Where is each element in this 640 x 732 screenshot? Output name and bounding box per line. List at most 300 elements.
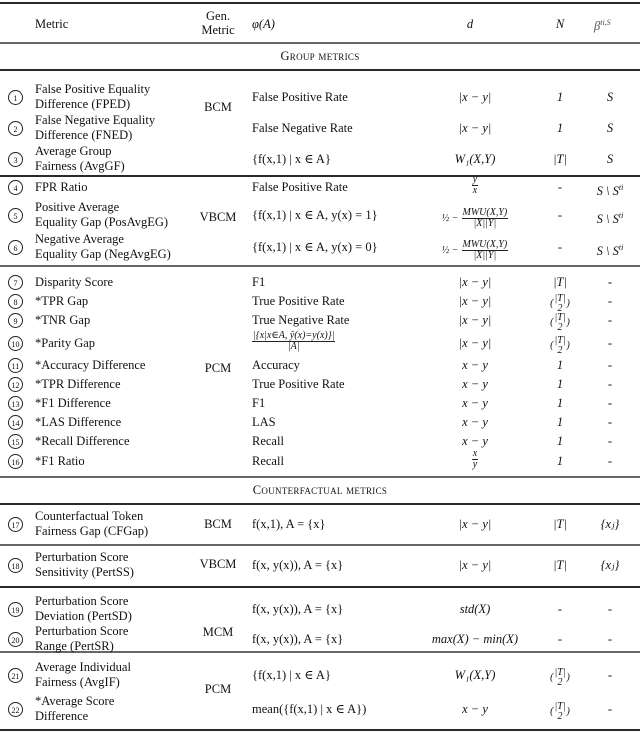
n-cell (540, 152, 580, 167)
metric-name-line1: Perturbation Score (35, 550, 129, 564)
phi-value: Recall (252, 454, 284, 468)
fraction (472, 449, 478, 470)
phi-value: {f(x,1) | x ∈ A} (252, 152, 331, 166)
header-d: d (466, 17, 474, 31)
row-number-badge: 18 (8, 558, 23, 573)
beta-cell (585, 668, 635, 683)
n-cell (540, 415, 580, 430)
row-number-badge: 14 (8, 415, 23, 430)
table-row (0, 694, 640, 724)
metric-name-line2: Difference (FNED) (35, 128, 133, 142)
generalized-metric-label: MCM (202, 625, 234, 639)
distance-cell (420, 558, 530, 573)
beta-value: S (606, 90, 614, 104)
pcm-group-divider (0, 476, 640, 478)
distance-cell (420, 602, 530, 617)
metric-name-line1: *Parity Gap (35, 336, 96, 350)
metric-name-line1: *TNR Gap (35, 313, 91, 327)
metric-name-line1: *Average Score (35, 694, 115, 708)
binomial: ( |T| 2 ) (550, 293, 570, 314)
phi-cell (252, 240, 378, 255)
metric-name-line1: *LAS Difference (35, 415, 122, 429)
metric-name-line2: Equality Gap (NegAvgEG) (35, 247, 171, 261)
fraction-denominator: 2 (557, 345, 563, 356)
row-number-badge: 16 (8, 454, 23, 469)
table-row (0, 550, 640, 580)
metric-name-line1: *Recall Difference (35, 434, 130, 448)
beta-value: - (607, 602, 613, 616)
row-number-badge: 5 (8, 208, 23, 223)
phi-cell (252, 702, 366, 717)
metric-name-line2: Difference (FPED) (35, 97, 131, 111)
beta-cell (585, 275, 635, 290)
table-row (0, 293, 640, 314)
phi-value: True Negative Rate (252, 313, 350, 327)
metric-name-line2: Deviation (PertSD) (35, 609, 132, 623)
table-row (0, 434, 640, 449)
beta-cell (585, 152, 635, 167)
beta-value: - (607, 396, 613, 410)
distance-value: |x − y| (458, 121, 492, 135)
n-value: |T| (553, 152, 567, 166)
distance-value: W₁(X,Y) (454, 152, 496, 166)
fraction-numerator: |T| (554, 667, 566, 678)
n-cell (540, 517, 580, 532)
table-row (0, 448, 640, 470)
table-row (0, 377, 640, 392)
n-cell (540, 602, 580, 617)
metric-name-line1: *F1 Ratio (35, 454, 85, 468)
distance-cell (420, 632, 530, 647)
n-value: 1 (556, 377, 564, 391)
fraction (252, 331, 335, 352)
n-cell (540, 558, 580, 573)
row-number-badge: 13 (8, 396, 23, 411)
fraction-numerator: |T| (554, 293, 566, 304)
row-number-badge: 9 (8, 313, 23, 328)
n-cell (540, 121, 580, 136)
beta-value: - (607, 358, 613, 372)
bottom-rule (0, 729, 640, 731)
distance-cell (420, 275, 530, 290)
row-number-badge: 12 (8, 377, 23, 392)
phi-cell (252, 668, 331, 683)
phi-cell (252, 180, 348, 195)
distance-cell (420, 358, 530, 373)
phi-cell (252, 415, 276, 430)
fraction (553, 336, 566, 356)
n-cell (540, 358, 580, 373)
table-row (0, 113, 640, 143)
metric-name-line2: Equality Gap (PosAvgEG) (35, 215, 169, 229)
n-value: - (557, 602, 563, 616)
fraction (462, 208, 509, 229)
n-value: 1 (556, 90, 564, 104)
beta-superscript: ti (618, 183, 624, 192)
fraction-numerator: |{x|x∈A, ŷ(x)=y(x)}| (253, 330, 335, 341)
fraction (553, 702, 566, 722)
distance-cell (420, 396, 530, 411)
distance-cell (420, 90, 530, 105)
metric-name-line2: Fairness (AvgGF) (35, 159, 125, 173)
distance-cell (420, 313, 530, 328)
header-beta (594, 15, 611, 34)
fraction (553, 294, 566, 314)
phi-cell (252, 331, 335, 352)
distance-cell (420, 415, 530, 430)
phi-value: f(x, y(x)), A = {x} (252, 602, 344, 616)
metric-name-line1: False Positive Equality (35, 82, 151, 96)
beta-value: - (607, 415, 613, 429)
row-number-badge: 10 (8, 336, 23, 351)
phi-value: f(x, y(x)), A = {x} (252, 558, 344, 572)
header-phi: φ(A) (252, 17, 275, 31)
distance-cell (420, 668, 530, 683)
phi-value: True Positive Rate (252, 377, 345, 391)
phi-value: f(x, y(x)), A = {x} (252, 632, 344, 646)
beta-cell (585, 602, 635, 617)
cf-vbcm-divider (0, 586, 640, 588)
n-value: 1 (556, 415, 564, 429)
group-section-rule (0, 69, 640, 71)
distance-value: x − y (462, 702, 488, 716)
generalized-metric-label: PCM (204, 361, 232, 375)
n-cell (540, 180, 580, 195)
row-number-badge: 17 (8, 517, 23, 532)
beta-symbol: β (594, 19, 601, 34)
fraction-denominator: x (472, 185, 478, 196)
phi-value: True Positive Rate (252, 294, 345, 308)
fraction-numerator: y (472, 174, 478, 185)
metric-name-line2: Difference (35, 709, 89, 723)
n-value: 1 (556, 434, 564, 448)
beta-value: - (607, 275, 613, 289)
beta-value: - (607, 336, 613, 350)
n-cell (540, 294, 580, 314)
fraction-numerator: MWU(X,Y) (462, 239, 508, 250)
n-cell (540, 208, 580, 223)
beta-cell (585, 208, 635, 227)
binomial: ( |T| 2 ) (550, 312, 570, 333)
phi-value: False Positive Rate (252, 180, 348, 194)
n-cell (540, 668, 580, 688)
distance-cell (420, 377, 530, 392)
header-rule (0, 42, 640, 44)
distance-value: x − y (462, 434, 488, 448)
fraction-denominator: |A| (287, 341, 300, 352)
row-number-badge: 22 (8, 702, 23, 717)
phi-value: False Negative Rate (252, 121, 353, 135)
beta-cell (585, 396, 635, 411)
distance-value: |x − y| (458, 275, 492, 289)
distance-value: max(X) − min(X) (431, 632, 519, 646)
phi-cell (252, 602, 343, 617)
fraction-numerator: MWU(X,Y) (462, 207, 508, 218)
distance-cell (420, 240, 530, 261)
n-cell (540, 702, 580, 722)
beta-value: - (607, 294, 613, 308)
phi-cell (252, 121, 353, 136)
metric-name-line1: Average Group (35, 144, 112, 158)
metric-name-line1: Positive Average (35, 200, 120, 214)
fraction (472, 175, 478, 196)
beta-cell (585, 294, 635, 309)
row-number-badge: 4 (8, 180, 23, 195)
distance-value: x − y (462, 358, 488, 372)
fraction (553, 668, 566, 688)
phi-value: Accuracy (252, 358, 300, 372)
phi-value: LAS (252, 415, 276, 429)
beta-superscript: ti (618, 211, 624, 220)
phi-cell (252, 558, 343, 573)
n-value: - (557, 208, 563, 222)
phi-cell (252, 90, 348, 105)
phi-cell (252, 358, 300, 373)
beta-cell (585, 415, 635, 430)
distance-value: |x − y| (458, 558, 492, 572)
fraction-denominator: 2 (557, 677, 563, 688)
n-cell (540, 396, 580, 411)
table-row (0, 594, 640, 624)
metric-name-line1: Perturbation Score (35, 624, 129, 638)
metric-name-line1: Disparity Score (35, 275, 114, 289)
metric-name-line2: Fairness Gap (CFGap) (35, 524, 149, 538)
beta-value: {xⱼ} (600, 558, 620, 572)
n-cell (540, 90, 580, 105)
distance-value: |x − y| (458, 294, 492, 308)
row-number-badge: 6 (8, 240, 23, 255)
n-value: 1 (556, 121, 564, 135)
phi-cell (252, 517, 326, 532)
table-row (0, 358, 640, 373)
n-value: - (557, 240, 563, 254)
n-value: - (557, 180, 563, 194)
metric-name-line1: False Negative Equality (35, 113, 156, 127)
beta-cell (585, 180, 635, 199)
fraction-denominator: y (472, 459, 478, 470)
table-row (0, 275, 640, 290)
distance-cell (420, 702, 530, 717)
metric-name-line1: Average Individual (35, 660, 131, 674)
distance-value: std(X) (459, 602, 491, 616)
phi-value: mean({f(x,1) | x ∈ A}) (252, 702, 367, 716)
header-gen-metric-1: Gen. (206, 9, 230, 23)
cf-bcm-divider (0, 544, 640, 546)
generalized-metric-label: BCM (204, 100, 232, 114)
n-cell (540, 240, 580, 255)
beta-value: S \ S (596, 244, 619, 259)
beta-value: - (607, 632, 613, 646)
row-number-badge: 11 (8, 358, 23, 373)
beta-superscript: ti (618, 243, 624, 252)
distance-prefix: ½ − (441, 213, 459, 225)
phi-cell (252, 208, 378, 223)
n-value: - (557, 632, 563, 646)
distance-value: x − y (462, 377, 488, 391)
beta-value: - (607, 702, 613, 716)
beta-value: - (607, 454, 613, 468)
n-cell (540, 275, 580, 290)
distance-cell (420, 121, 530, 136)
n-cell (540, 632, 580, 647)
binomial: ( |T| 2 ) (550, 667, 570, 688)
table-row (0, 82, 640, 112)
table-row (0, 144, 640, 174)
beta-value: S (606, 152, 614, 166)
beta-value: S \ S (596, 212, 619, 227)
phi-value: f(x,1), A = {x} (252, 517, 326, 531)
generalized-metric-label: PCM (204, 682, 232, 696)
fraction (462, 240, 509, 261)
metric-name-line2: Range (PertSR) (35, 639, 114, 653)
metric-name-line1: FPR Ratio (35, 180, 88, 194)
beta-cell (585, 434, 635, 449)
table-row (0, 415, 640, 430)
n-cell (540, 434, 580, 449)
distance-cell (420, 434, 530, 449)
distance-value: x − y (462, 415, 488, 429)
metric-name-line2: Sensitivity (PertSS) (35, 565, 134, 579)
beta-cell (585, 121, 635, 136)
distance-cell (420, 294, 530, 309)
distance-prefix: ½ − (441, 245, 459, 257)
n-value: |T| (553, 275, 567, 289)
metric-name-line1: *TPR Gap (35, 294, 89, 308)
phi-value: {f(x,1) | x ∈ A, y(x) = 1} (252, 208, 378, 222)
row-number-badge: 21 (8, 668, 23, 683)
table-row (0, 396, 640, 411)
phi-cell (252, 152, 331, 167)
phi-value: F1 (252, 396, 266, 410)
binomial: ( |T| 2 ) (550, 701, 570, 722)
n-value: |T| (553, 517, 567, 531)
n-cell (540, 377, 580, 392)
counterfactual-section-rule (0, 503, 640, 505)
distance-cell (420, 208, 530, 229)
generalized-metric-label: VBCM (199, 210, 237, 224)
metric-name-line2: Fairness (AvgIF) (35, 675, 120, 689)
phi-value: Recall (252, 434, 284, 448)
beta-cell (585, 517, 635, 532)
phi-cell (252, 313, 349, 328)
phi-cell (252, 632, 343, 647)
row-number-badge: 20 (8, 632, 23, 647)
table-row (0, 509, 640, 539)
fraction-numerator: |T| (554, 701, 566, 712)
header-n: N (555, 17, 565, 31)
distance-value: W₁(X,Y) (454, 668, 496, 682)
fraction-denominator: |X||Y| (473, 250, 497, 261)
header-metric: Metric (35, 17, 69, 31)
section-counterfactual-metrics: Counterfactual metrics (252, 483, 388, 497)
row-number-badge: 7 (8, 275, 23, 290)
table-row (0, 174, 640, 199)
beta-value: {xⱼ} (600, 517, 620, 531)
phi-cell (252, 396, 265, 411)
distance-value: |x − y| (458, 336, 492, 350)
metric-name-line1: Counterfactual Token (35, 509, 144, 523)
beta-cell (585, 632, 635, 647)
bcm-group-divider (0, 175, 640, 177)
n-cell (540, 313, 580, 333)
n-value: 1 (556, 358, 564, 372)
distance-cell (420, 336, 530, 351)
metric-name-line1: *F1 Difference (35, 396, 111, 410)
generalized-metric-label: BCM (204, 517, 232, 531)
beta-cell (585, 377, 635, 392)
n-value: 1 (556, 396, 564, 410)
vbcm-group-divider (0, 265, 640, 267)
beta-cell (585, 336, 635, 351)
phi-value: {f(x,1) | x ∈ A} (252, 668, 331, 682)
phi-cell (252, 434, 284, 449)
beta-value: S (606, 121, 614, 135)
header-gen-metric-2: Metric (201, 23, 235, 37)
beta-cell (585, 454, 635, 469)
fraction-numerator: |T| (554, 335, 566, 346)
row-number-badge: 8 (8, 294, 23, 309)
distance-cell (420, 517, 530, 532)
phi-cell (252, 294, 345, 309)
metric-name-line1: Perturbation Score (35, 594, 129, 608)
fraction-denominator: 2 (557, 711, 563, 722)
table-row (0, 232, 640, 262)
fraction-denominator: 2 (557, 303, 563, 314)
row-number-badge: 15 (8, 434, 23, 449)
table-row (0, 312, 640, 333)
generalized-metric-label: VBCM (199, 557, 237, 571)
distance-value: |x − y| (458, 313, 492, 327)
distance-value: x − y (462, 396, 488, 410)
phi-cell (252, 454, 284, 469)
phi-value: F1 (252, 275, 266, 289)
n-cell (540, 336, 580, 356)
table-row (0, 624, 640, 654)
distance-value: |x − y| (458, 517, 492, 531)
beta-value: S \ S (596, 184, 619, 199)
beta-value: - (607, 313, 613, 327)
binomial: ( |T| 2 ) (550, 335, 570, 356)
n-cell (540, 454, 580, 469)
row-number-badge: 2 (8, 121, 23, 136)
beta-value: - (607, 668, 613, 682)
beta-superscript: ti,S (600, 18, 611, 27)
distance-value: |x − y| (458, 90, 492, 104)
fraction-denominator: 2 (557, 322, 563, 333)
n-value: |T| (553, 558, 567, 572)
metric-name-line1: Negative Average (35, 232, 124, 246)
table-row (0, 200, 640, 230)
metric-name-line1: *TPR Difference (35, 377, 121, 391)
phi-value: False Positive Rate (252, 90, 348, 104)
beta-cell (585, 240, 635, 259)
distance-cell (420, 152, 530, 167)
phi-cell (252, 377, 345, 392)
fraction-numerator: |T| (554, 312, 566, 323)
row-number-badge: 3 (8, 152, 23, 167)
beta-cell (585, 313, 635, 328)
section-group-metrics: Group metrics (280, 49, 360, 63)
row-number-badge: 1 (8, 90, 23, 105)
beta-cell (585, 558, 635, 573)
n-value: 1 (556, 454, 564, 468)
beta-cell (585, 358, 635, 373)
beta-cell (585, 90, 635, 105)
distance-cell (420, 449, 530, 470)
fraction-denominator: |X||Y| (473, 218, 497, 229)
metric-name-line1: *Accuracy Difference (35, 358, 146, 372)
fraction-numerator: x (472, 448, 478, 459)
